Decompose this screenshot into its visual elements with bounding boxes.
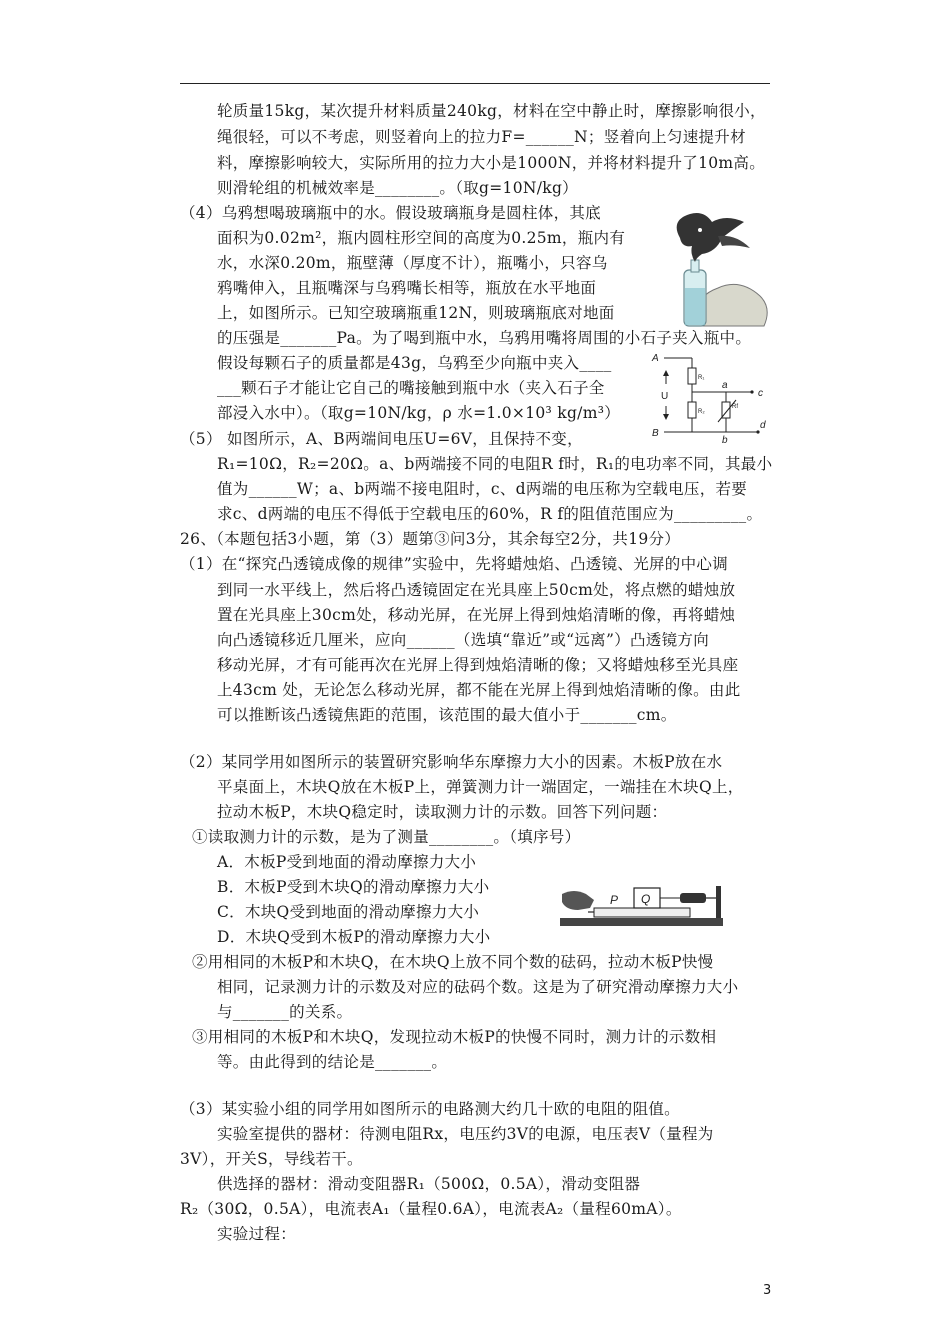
text-line: 料，摩擦影响较大，实际所用的拉力大小是1000N，并将材料提升了10m高。 [217,154,766,172]
table-surface [560,918,723,926]
bottle-water [685,288,705,325]
text-line: 水，水深0.20m，瓶壁薄（厚度不计），瓶嘴小，只容乌 [217,254,608,272]
question-26-2-heading: （2）某同学用如图所示的装置研究影响华东摩擦力大小的因素。木板P放在水 [180,753,723,771]
text-line: 到同一水平线上，然后将凸透镜固定在光具座上50cm处，将点燃的蜡烛放 [217,581,736,599]
text-line: 上，如图所示。已知空玻璃瓶重12N，则玻璃瓶底对地面 [217,304,615,322]
question-4-heading: （4）乌鸦想喝玻璃瓶中的水。假设玻璃瓶身是圆柱体，其底 [180,204,601,222]
text-line: R₁=10Ω，R₂=20Ω。a、b两端接不同的电阻R f时，R₁的电功率不同，其最小 [217,455,773,473]
option-c: C．木块Q受到地面的滑动摩擦力大小 [217,903,480,921]
text-line: R₂（30Ω，0.5A），电流表A₁（量程0.6A），电流表A₂（量程60mA）。 [180,1200,682,1218]
resistor-r1 [688,368,696,384]
text-line: 轮质量15kg，某次提升材料质量240kg，材料在空中静止时，摩擦影响很小， [217,102,766,120]
text-line: （1）在“探究凸透镜成像的规律”实验中，先将蜡烛焰、凸透镜、光屏的中心调 [180,555,729,573]
label-a-terminal: A [652,353,659,364]
label-q: Q [641,892,651,906]
text-line: 实验过程： [217,1225,297,1243]
text-line: ③用相同的木板P和木块Q，发现拉动木板P的快慢不同时，测力计的示数相 [192,1028,717,1046]
text-line: 的压强是_______Pa。为了喝到瓶中水，乌鸦用嘴将周围的小石子夹入瓶中。 [217,329,752,347]
board-p [594,908,690,917]
text-line: 则滑轮组的机械效率是________。（取g=10N/kg） [217,179,578,197]
text-line: 可以推断该凸透镜焦距的范围，该范围的最大值小于_______cm。 [217,706,677,724]
crow-bottle-illustration [660,208,772,333]
label-b: b [722,435,728,446]
question-5-heading: （5） 如图所示，A、B两端间电压U=6V，且保持不变， [180,430,583,448]
option-d: D．木块Q受到木板P的滑动摩擦力大小 [217,928,491,946]
text-line: 移动光屏，才有可能再次在光屏上得到烛焰清晰的像；又将蜡烛移至光具座 [217,656,739,674]
header-rule [180,83,770,84]
label-p: P [610,893,619,907]
spring-scale [680,893,706,903]
label-r1: R₁ [698,375,705,381]
text-line: 等。由此得到的结论是_______。 [217,1053,448,1071]
text-line: 3V），开关S，导线若干。 [180,1150,363,1168]
rock-pile [697,284,767,326]
resistor-r2 [688,402,696,418]
text-line: 与_______的关系。 [217,1003,353,1021]
text-line: 向凸透镜移近几厘米，应向______（选填“靠近”或“远离”）凸透镜方向 [217,631,709,649]
text-line: 相同，记录测力计的示数及对应的砝码个数。这是为了研究滑动摩擦力大小 [217,978,739,996]
option-b: B．木板P受到木块Q的滑动摩擦力大小 [217,878,490,896]
label-rf: Rf [732,404,738,410]
text-line: 面积为0.02m²，瓶内圆柱形空间的高度为0.25m，瓶内有 [217,229,626,247]
text-line: ②用相同的木板P和木块Q，在木块Q上放不同个数的砝码，拉动木板P快慢 [192,953,714,971]
text-line: 实验室提供的器材：待测电阻Rx，电压约3V的电源，电压表V（量程为 [217,1125,714,1143]
label-b-terminal: B [652,428,659,439]
option-a: A．木板P受到地面的滑动摩擦力大小 [217,853,477,871]
text-line: 值为______W；a、b两端不接电阻时，c、d两端的电压称为空载电压，若要 [217,480,748,498]
label-d: d [760,420,766,431]
text-line: ①读取测力计的示数，是为了测量________。（填序号） [192,828,581,846]
friction-apparatus [560,880,723,928]
text-line: 假设每颗石子的质量都是43g，乌鸦至少向瓶中夹入____ [217,354,612,372]
label-u: U [661,391,669,402]
fixed-wall [716,886,721,918]
text-line: 拉动木板P，木块Q稳定时，读取测力计的示数。回答下列问题： [217,803,668,821]
label-r2: R₂ [698,409,705,415]
text-line: 求c、d两端的电压不得低于空载电压的60%，R f的阻值范围应为_________。 [217,505,763,523]
question-26-heading: 26、（本题包括3小题，第（3）题第③问3分，其余每空2分，共19分） [180,530,681,548]
circuit-diagram [648,348,768,446]
text-line: 上43cm 处，无论怎么移动光屏，都不能在光屏上得到烛焰清晰的像。由此 [217,681,741,699]
text-line: 部浸入水中）。（取g=10N/kg，ρ 水=1.0×10³ kg/m³） [217,404,621,422]
hand [562,891,594,910]
crow-eye [698,228,702,232]
text-line: 鸦嘴伸入，且瓶嘴深与乌鸦嘴长相等，瓶放在水平地面 [217,279,597,297]
text-line: 供选择的器材：滑动变阻器R₁（500Ω，0.5A），滑动变阻器 [217,1175,641,1193]
page-number: 3 [763,1283,772,1298]
crow-wing [718,236,750,248]
label-a: a [722,380,728,391]
text-line: 置在光具座上30cm处，移动光屏，在光屏上得到烛焰清晰的像，再将蜡烛 [217,606,736,624]
text-line: 平桌面上，木块Q放在木板P上，弹簧测力计一端固定，一端挂在木块Q上， [217,778,744,796]
text-line: ___颗石子才能让它自己的嘴接触到瓶中水（夹入石子全 [217,379,605,397]
text-line: 绳很轻，可以不考虑，则竖着向上的拉力F=______N；竖着向上匀速提升材 [217,128,746,146]
question-26-3-heading: （3）某实验小组的同学用如图所示的电路测大约几十欧的电阻的阻值。 [180,1100,680,1118]
crow [677,213,744,262]
label-c: c [758,388,763,399]
